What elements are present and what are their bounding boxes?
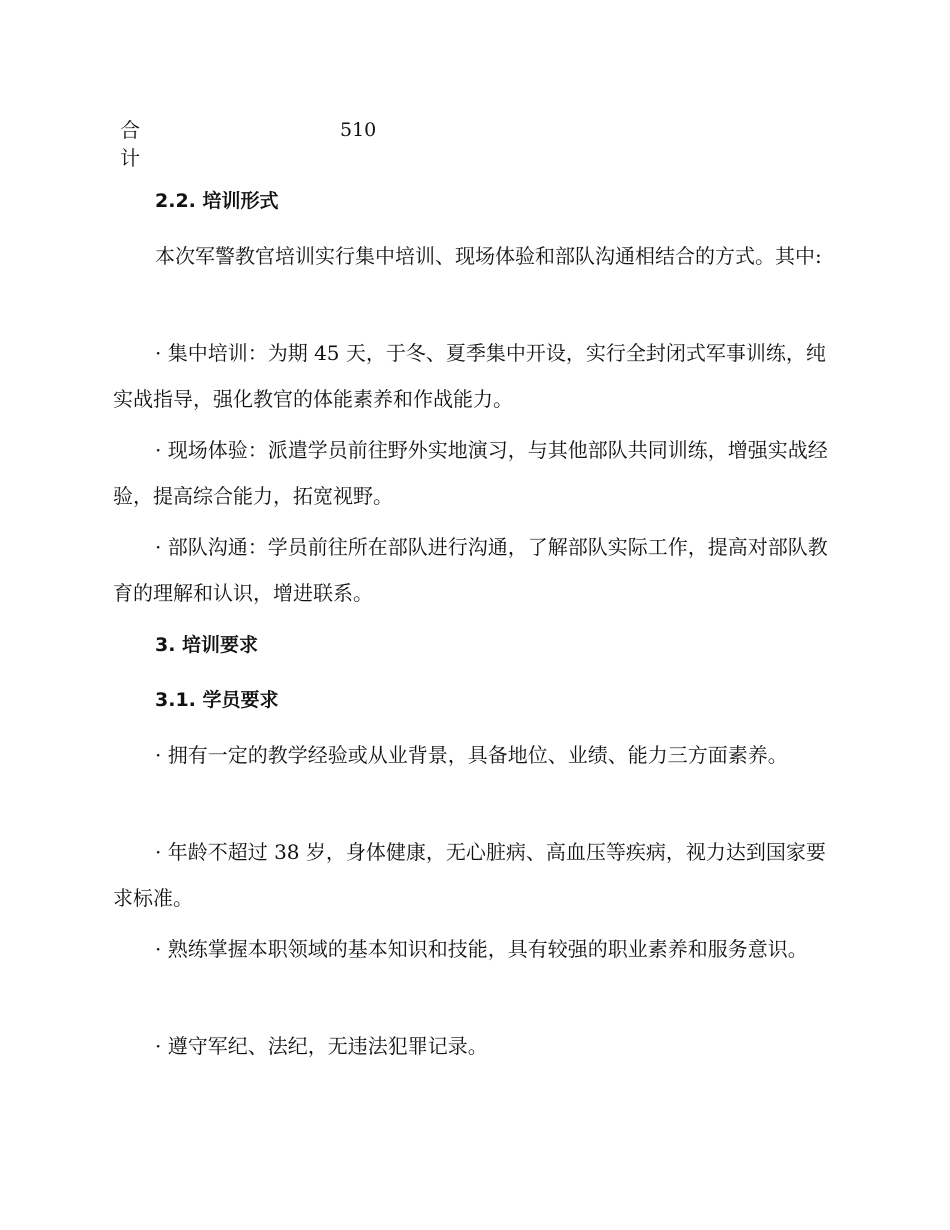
bullet-paragraph: · 年龄不超过 38 岁，身体健康，无心脏病、高血压等疾病，视力达到国家要求标准。 (113, 840, 826, 910)
section-2-2-heading-block (113, 188, 833, 214)
bullet-paragraph: · 拥有一定的教学经验或从业背景，具备地位、业绩、能力三方面素养。 (155, 743, 788, 767)
bullet-paragraph: · 熟练掌握本职领域的基本知识和技能，具有较强的职业素养和服务意识。 (155, 937, 808, 961)
section-heading: 3.1. 学员要求 (155, 689, 279, 711)
section-2-2-intro-block (113, 233, 833, 279)
total-value: 510 (340, 119, 377, 141)
section-3-1-item-1 (113, 732, 833, 778)
section-2-2-item-2 (113, 427, 833, 519)
section-2-2-item-1 (113, 330, 833, 422)
section-3-1-item-4 (113, 1023, 833, 1069)
total-label: 合计 (120, 118, 140, 170)
table-total-row (120, 116, 520, 176)
section-heading: 2.2. 培训形式 (155, 190, 279, 212)
bullet-paragraph: · 遵守军纪、法纪，无违法犯罪记录。 (155, 1034, 488, 1058)
section-3-heading-block (113, 632, 833, 658)
bullet-paragraph: · 部队沟通：学员前往所在部队进行沟通，了解部队实际工作，提高对部队教育的理解和认识，增进联系。 (113, 535, 828, 605)
bullet-paragraph: · 集中培训：为期 45 天，于冬、夏季集中开设，实行全封闭式军事训练，纯实战指导，强化教官的体能素养和作战能力。 (113, 341, 826, 411)
paragraph: 本次军警教官培训实行集中培训、现场体验和部队沟通相结合的方式。其中: (155, 244, 822, 268)
section-heading: 3. 培训要求 (155, 634, 259, 656)
section-3-1-item-3 (113, 926, 833, 972)
section-3-1-item-2 (113, 829, 833, 921)
section-2-2-item-3 (113, 524, 833, 616)
bullet-paragraph: · 现场体验：派遣学员前往野外实地演习，与其他部队共同训练，增强实战经验，提高综合能力，拓宽视野。 (113, 438, 828, 508)
section-3-1-heading-block (113, 687, 833, 713)
